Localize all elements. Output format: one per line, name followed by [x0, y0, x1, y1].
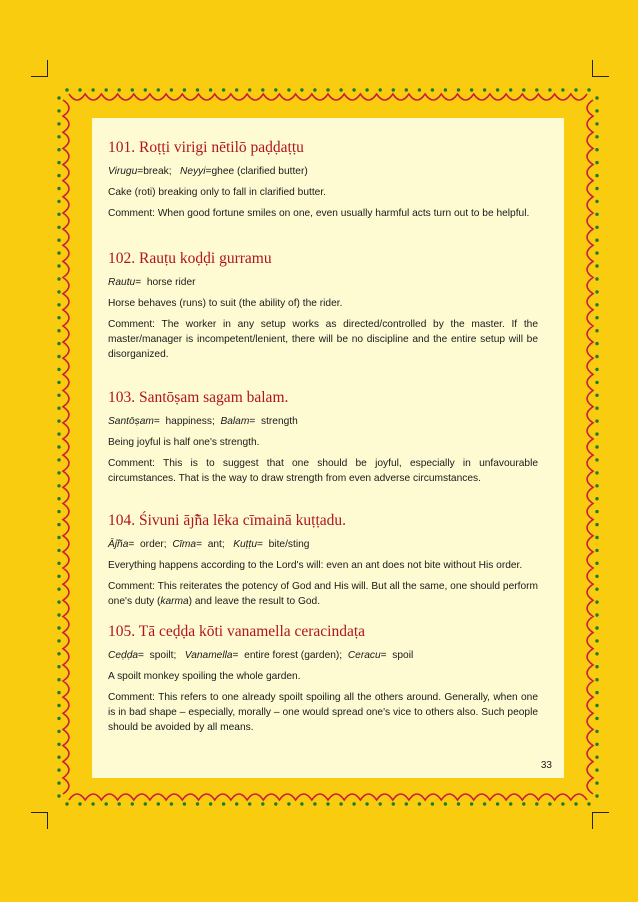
- border-dot: [131, 802, 134, 805]
- border-dot: [57, 497, 60, 500]
- border-dot: [392, 802, 395, 805]
- glossary-term: Vanamella: [184, 650, 233, 661]
- glossary-term: Santōṣam: [108, 416, 154, 427]
- translation: Being joyful is half one's strength.: [108, 437, 260, 448]
- border-dot: [405, 88, 408, 91]
- border-dot: [91, 802, 94, 805]
- border-dot: [57, 600, 60, 603]
- border-dot: [196, 88, 199, 91]
- border-dot: [157, 88, 160, 91]
- border-dot: [57, 794, 60, 797]
- glossary-term: Rautu: [108, 277, 136, 288]
- border-dot: [496, 802, 499, 805]
- border-dot: [300, 802, 303, 805]
- border-dot: [57, 562, 60, 565]
- border-dot: [595, 148, 598, 151]
- border-dot: [57, 329, 60, 332]
- border-dot: [595, 303, 598, 306]
- glossary-sep: =: [249, 416, 259, 427]
- border-dot: [144, 802, 147, 805]
- border-dot: [57, 394, 60, 397]
- glossary-meaning: spoil: [392, 650, 414, 661]
- glossary-term: Virugu: [108, 166, 138, 177]
- border-dot: [57, 226, 60, 229]
- border-dot: [595, 471, 598, 474]
- border-dot: [595, 768, 598, 771]
- border-dot: [595, 239, 598, 242]
- border-dot: [57, 549, 60, 552]
- border-dot: [78, 88, 81, 91]
- proverb-entry-104: [108, 511, 538, 609]
- border-dot: [57, 743, 60, 746]
- glossary-term: Āȷ̃ña: [108, 539, 129, 550]
- glossary-meaning: ant;: [207, 539, 225, 550]
- border-dot: [595, 639, 598, 642]
- border-dot: [535, 88, 538, 91]
- border-dot: [595, 135, 598, 138]
- proverb-list: [108, 138, 538, 741]
- border-dot: [574, 88, 577, 91]
- border-dot: [595, 730, 598, 733]
- border-dot: [535, 802, 538, 805]
- border-dot: [65, 802, 68, 805]
- border-dot: [57, 200, 60, 203]
- glossary-sep: =: [232, 650, 242, 661]
- border-dot: [57, 342, 60, 345]
- comment-text: Comment: This reiterates the potency of God and His will. But all the same, one should perform one's duty (: [108, 581, 538, 607]
- translation: Cake (roti) breaking only to fall in clarified butter.: [108, 187, 327, 198]
- comment: [108, 579, 538, 609]
- border-dot: [57, 756, 60, 759]
- border-dot: [57, 536, 60, 539]
- border-dot: [261, 802, 264, 805]
- proverb-entry-102: [108, 249, 538, 362]
- border-dot: [57, 484, 60, 487]
- border-dot: [57, 368, 60, 371]
- border-dot: [418, 88, 421, 91]
- glossary-sep: =: [153, 416, 163, 427]
- border-dot: [392, 88, 395, 91]
- border-dot: [57, 471, 60, 474]
- border-dot: [595, 781, 598, 784]
- border-dot: [235, 88, 238, 91]
- glossary-term: Ceracu: [347, 650, 381, 661]
- border-dot: [57, 213, 60, 216]
- border-dot: [595, 213, 598, 216]
- translation: A spoilt monkey spoiling the whole garden.: [108, 671, 301, 682]
- border-dot: [595, 549, 598, 552]
- border-dot: [183, 802, 186, 805]
- border-dot: [365, 88, 368, 91]
- border-dot: [57, 652, 60, 655]
- border-dot: [595, 122, 598, 125]
- comment: Comment: This refers to one already spoilt spoiling all the others around. Generally, when one is in bad shape – especially, morally – one would spread one's vice to others also. Such people should be avoided by all means.: [108, 692, 538, 733]
- border-dot: [457, 802, 460, 805]
- border-dot: [339, 802, 342, 805]
- border-dot: [352, 88, 355, 91]
- border-dot: [595, 794, 598, 797]
- glossary-meaning: spoilt;: [149, 650, 177, 661]
- border-dot: [57, 419, 60, 422]
- border-dot: [57, 639, 60, 642]
- border-dot: [457, 88, 460, 91]
- border-dot: [595, 678, 598, 681]
- border-dot: [587, 802, 590, 805]
- border-dot: [595, 600, 598, 603]
- border-dot: [57, 575, 60, 578]
- border-dot: [509, 802, 512, 805]
- border-dot: [595, 432, 598, 435]
- border-dot: [57, 445, 60, 448]
- border-dot: [57, 691, 60, 694]
- border-dot: [57, 781, 60, 784]
- border-dot: [470, 802, 473, 805]
- border-dot: [57, 458, 60, 461]
- border-dot: [431, 802, 434, 805]
- glossary-meaning: strength: [260, 416, 298, 427]
- glossary-line: [108, 537, 538, 552]
- glossary-sep: =: [380, 650, 390, 661]
- border-dot: [65, 88, 68, 91]
- border-dot: [595, 109, 598, 112]
- border-dot: [595, 200, 598, 203]
- border-dot: [418, 802, 421, 805]
- border-dot: [595, 743, 598, 746]
- border-dot: [57, 96, 60, 99]
- border-dot: [131, 88, 134, 91]
- border-dot: [57, 523, 60, 526]
- proverb-title: 105. Tā ceḍḍa kōti vanamella ceracindaṭa: [108, 623, 366, 640]
- glossary-term: Cīma: [172, 539, 197, 550]
- border-dot: [595, 187, 598, 190]
- border-dot: [483, 802, 486, 805]
- border-dot: [595, 510, 598, 513]
- border-dot: [209, 802, 212, 805]
- glossary-meaning: break;: [143, 166, 172, 177]
- border-dot: [313, 88, 316, 91]
- border-dot: [595, 691, 598, 694]
- border-dot: [595, 394, 598, 397]
- border-dot: [57, 588, 60, 591]
- border-dot: [57, 148, 60, 151]
- border-dot: [183, 88, 186, 91]
- border-dot: [595, 704, 598, 707]
- border-dot: [57, 109, 60, 112]
- border-dot: [595, 290, 598, 293]
- border-dot: [496, 88, 499, 91]
- border-dot: [57, 264, 60, 267]
- proverb-title: 103. Santōṣam sagam balam.: [108, 389, 289, 406]
- border-dot: [274, 88, 277, 91]
- border-dot: [595, 96, 598, 99]
- border-dot: [595, 226, 598, 229]
- border-dot: [261, 88, 264, 91]
- border-dot: [595, 536, 598, 539]
- border-dot: [157, 802, 160, 805]
- translation: Horse behaves (runs) to suit (the ability of) the rider.: [108, 298, 343, 309]
- border-dot: [287, 88, 290, 91]
- border-dot: [574, 802, 577, 805]
- border-dot: [379, 802, 382, 805]
- border-dot: [196, 802, 199, 805]
- border-dot: [118, 802, 121, 805]
- border-scallop: [69, 794, 587, 800]
- proverb-entry-101: [108, 138, 538, 221]
- border-dot: [548, 802, 551, 805]
- border-dot: [57, 678, 60, 681]
- border-dot: [248, 802, 251, 805]
- border-dot: [144, 88, 147, 91]
- border-dot: [105, 802, 108, 805]
- glossary-sep: =: [138, 650, 147, 661]
- border-dot: [561, 802, 564, 805]
- border-dot: [595, 588, 598, 591]
- border-dot: [595, 329, 598, 332]
- border-dot: [587, 88, 590, 91]
- border-scallop: [63, 100, 69, 794]
- border-dot: [595, 316, 598, 319]
- border-dot: [444, 802, 447, 805]
- border-dot: [595, 652, 598, 655]
- border-dot: [431, 88, 434, 91]
- glossary-term: Balam: [220, 416, 250, 427]
- glossary-meaning: order;: [140, 539, 167, 550]
- border-dot: [57, 381, 60, 384]
- comment: Comment: The worker in any setup works as directed/controlled by the master. If the master/manager is incompetent/lenient, there will be no discipline and the entire setup will be disorganized.: [108, 319, 538, 360]
- border-dot: [509, 88, 512, 91]
- border-dot: [57, 290, 60, 293]
- glossary-line: [108, 275, 538, 290]
- border-dot: [548, 88, 551, 91]
- border-dot: [57, 251, 60, 254]
- glossary-line: [108, 414, 538, 429]
- border-dot: [595, 355, 598, 358]
- border-dot: [595, 458, 598, 461]
- border-dot: [595, 523, 598, 526]
- border-dot: [248, 88, 251, 91]
- page-number: 33: [540, 760, 552, 771]
- border-dot: [595, 484, 598, 487]
- border-dot: [57, 187, 60, 190]
- border-dot: [483, 88, 486, 91]
- border-dot: [595, 626, 598, 629]
- proverb-entry-103: [108, 388, 538, 486]
- comment-text: ) and leave the result to God.: [188, 596, 321, 607]
- glossary-sep: =: [205, 166, 212, 177]
- glossary-meaning: entire forest (garden);: [244, 650, 343, 661]
- comment: Comment: When good fortune smiles on one, even usually harmful acts turn out to be helpful.: [108, 208, 530, 219]
- border-dot: [57, 717, 60, 720]
- comment-emphasis: karma: [160, 596, 189, 607]
- border-dot: [595, 407, 598, 410]
- border-dot: [522, 88, 525, 91]
- glossary-sep: =: [135, 277, 144, 288]
- border-dot: [326, 88, 329, 91]
- glossary-sep: =: [196, 539, 205, 550]
- border-dot: [57, 768, 60, 771]
- glossary-sep: =: [128, 539, 138, 550]
- border-dot: [379, 88, 382, 91]
- translation: Everything happens according to the Lord's will: even an ant does not bite without His order.: [108, 560, 523, 571]
- border-dot: [522, 802, 525, 805]
- border-dot: [595, 174, 598, 177]
- proverb-entry-105: [108, 622, 538, 735]
- border-dot: [595, 251, 598, 254]
- border-dot: [170, 88, 173, 91]
- border-dot: [57, 135, 60, 138]
- glossary-sep: =: [257, 539, 266, 550]
- glossary-meaning: ghee (clarified butter): [211, 166, 308, 177]
- border-dot: [470, 88, 473, 91]
- border-dot: [595, 613, 598, 616]
- glossary-line: [108, 648, 538, 663]
- border-dot: [57, 704, 60, 707]
- glossary-term: Ceḍḍa: [108, 650, 139, 661]
- border-dot: [595, 277, 598, 280]
- border-dot: [365, 802, 368, 805]
- border-dot: [57, 122, 60, 125]
- border-dot: [300, 88, 303, 91]
- border-dot: [209, 88, 212, 91]
- proverb-title: 101. Roṭṭi virigi nētilō paḍḍaṭṭu: [108, 139, 304, 156]
- border-dot: [235, 802, 238, 805]
- border-dot: [595, 264, 598, 267]
- border-dot: [595, 717, 598, 720]
- border-dot: [339, 88, 342, 91]
- border-dot: [313, 802, 316, 805]
- border-dot: [561, 88, 564, 91]
- border-dot: [57, 730, 60, 733]
- glossary-term: Kuṭṭu: [233, 539, 258, 550]
- border-dot: [170, 802, 173, 805]
- border-dot: [57, 355, 60, 358]
- border-dot: [57, 613, 60, 616]
- proverb-title: 102. Rauṭu koḍḍi gurramu: [108, 250, 272, 267]
- border-dot: [595, 419, 598, 422]
- border-dot: [118, 88, 121, 91]
- comment: Comment: This is to suggest that one should be joyful, especially in unfavourable circumstances. That is the way to draw strength from even adverse circumstances.: [108, 458, 538, 484]
- border-scallop: [69, 94, 587, 100]
- border-dot: [222, 88, 225, 91]
- glossary-meaning: bite/sting: [268, 539, 310, 550]
- border-dot: [352, 802, 355, 805]
- border-dot: [57, 316, 60, 319]
- glossary-sep: =: [137, 166, 144, 177]
- border-dot: [595, 342, 598, 345]
- border-dot: [444, 88, 447, 91]
- border-dot: [57, 510, 60, 513]
- border-dot: [57, 665, 60, 668]
- border-dot: [595, 445, 598, 448]
- border-dot: [57, 432, 60, 435]
- border-dot: [595, 381, 598, 384]
- border-dot: [57, 626, 60, 629]
- border-dot: [105, 88, 108, 91]
- border-dot: [326, 802, 329, 805]
- border-dot: [57, 239, 60, 242]
- border-dot: [595, 368, 598, 371]
- glossary-term: Neyyi: [180, 166, 206, 177]
- border-dot: [274, 802, 277, 805]
- glossary-line: [108, 164, 538, 179]
- border-dot: [57, 303, 60, 306]
- border-dot: [287, 802, 290, 805]
- border-dot: [91, 88, 94, 91]
- border-dot: [57, 277, 60, 280]
- border-dot: [405, 802, 408, 805]
- border-dot: [57, 161, 60, 164]
- border-dot: [595, 575, 598, 578]
- border-dot: [595, 562, 598, 565]
- glossary-meaning: happiness;: [165, 416, 215, 427]
- border-dot: [57, 407, 60, 410]
- border-scallop: [587, 100, 593, 794]
- proverb-title: 104. Śivuni āȷ̃ña lēka cīmainā kuṭṭadu.: [108, 512, 347, 529]
- glossary-meaning: horse rider: [146, 277, 196, 288]
- border-dot: [222, 802, 225, 805]
- border-dot: [595, 756, 598, 759]
- border-dot: [595, 161, 598, 164]
- border-dot: [595, 665, 598, 668]
- border-dot: [57, 174, 60, 177]
- border-dot: [78, 802, 81, 805]
- border-dot: [595, 497, 598, 500]
